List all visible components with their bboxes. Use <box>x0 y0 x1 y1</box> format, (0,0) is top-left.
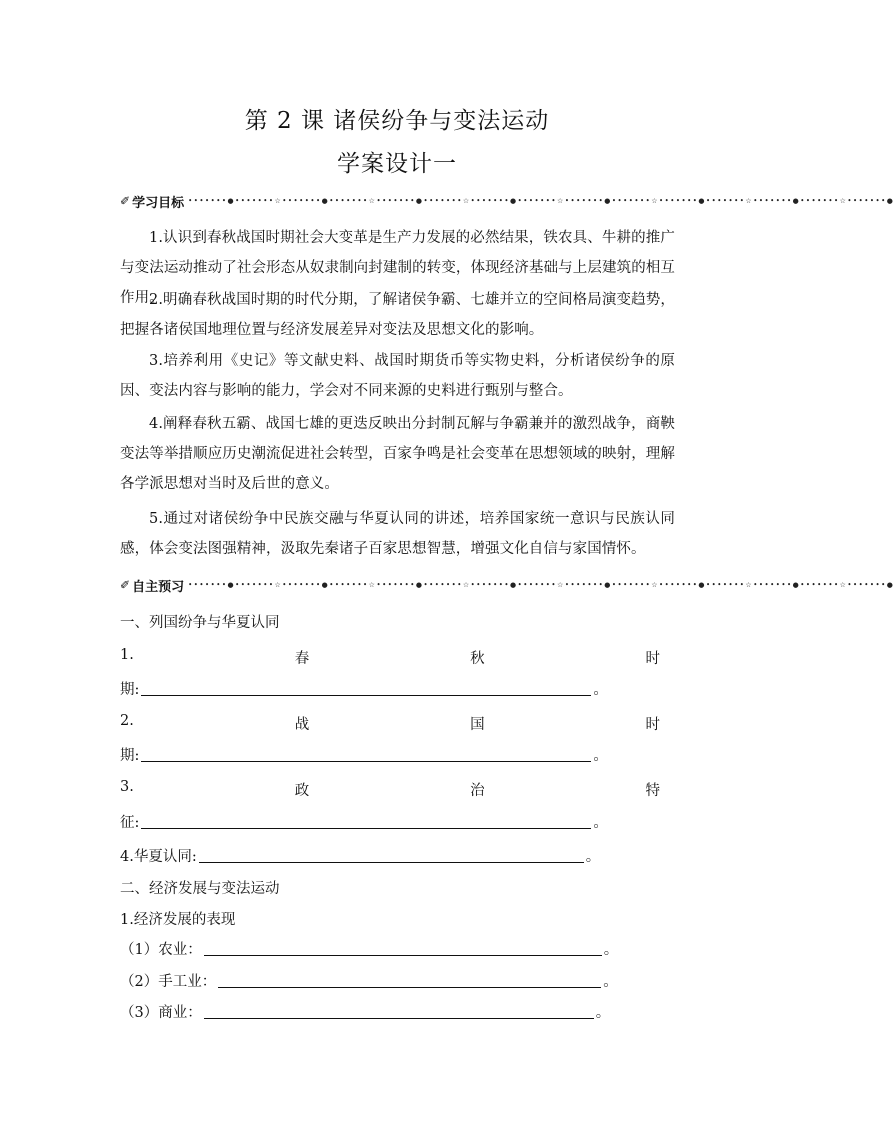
item2-answer-blank[interactable] <box>141 747 591 762</box>
item1-char-1: 春 <box>294 651 310 667</box>
handicraft-fill-row <box>120 970 618 991</box>
goal-item-3: 3.培养利用《史记》等文献史料、战国时期货币等实物史料，分析诸侯纷争的原因、变法内容与影响的能力，学会对不同来源的史料进行甄别与整合。 <box>120 353 675 399</box>
part2-heading: 二、经济发展与变法运动 <box>120 881 280 897</box>
handicraft-label: （2）手工业： <box>120 974 217 990</box>
item4-end: 。 <box>585 849 601 865</box>
commerce-answer-blank[interactable] <box>204 1004 594 1019</box>
item2-end: 。 <box>593 748 608 764</box>
lesson-title: 第 2 课 诸侯纷争与变法运动 <box>244 108 550 134</box>
commerce-fill-row <box>120 1001 610 1022</box>
lesson-subtitle: 学案设计一 <box>337 151 457 177</box>
item3-spread-line <box>120 779 660 800</box>
goals-section-label: 学习目标 <box>132 195 185 211</box>
goal-item-4: 4.阐释春秋五霸、战国七雄的更迭反映出分封制瓦解与争霸兼并的激烈战争，商鞅变法等举措顺应历史潮流促进社会转型，百家争鸣是社会变革在思想领域的映射，理解各学派思想对当时及后世的意义。 <box>120 416 675 492</box>
agriculture-label: （1）农业： <box>120 942 202 958</box>
item3-char-3: 特 <box>645 783 660 799</box>
goals-section-bar <box>120 192 894 211</box>
part1-heading: 一、列国纷争与华夏认同 <box>120 615 280 631</box>
item3-fill-row <box>120 811 608 832</box>
dotted-divider: •••••••●•••••••☆•••••••●•••••••☆•••••••●•••••••☆•••••••●•••••••☆•••••••●•••••••☆•••••••●•••••••☆•••••••●•••••••☆•••••••● <box>188 197 894 205</box>
item1-fill-row <box>120 678 608 699</box>
item2-char-2: 国 <box>470 717 485 733</box>
item2-char-3: 时 <box>645 717 660 733</box>
item3-char-2: 治 <box>470 783 485 799</box>
agriculture-fill-row <box>120 938 618 959</box>
preview-section-bar <box>120 576 894 595</box>
item3-char-1: 政 <box>294 783 310 799</box>
item1-tail: 期: <box>120 682 140 698</box>
item1-char-2: 秋 <box>470 651 485 667</box>
goal-item-2: 2.明确春秋战国时期的时代分期，了解诸侯争霸、七雄并立的空间格局演变趋势，把握各诸侯国地理位置与经济发展差异对变法及思想文化的影响。 <box>120 292 675 338</box>
commerce-end: 。 <box>595 1005 611 1021</box>
agriculture-end: 。 <box>603 942 619 958</box>
item1-spread-line <box>120 647 660 668</box>
item4-fill-row <box>120 845 600 866</box>
commerce-label: （3）商业： <box>120 1005 202 1021</box>
item2-spread-line <box>120 713 660 734</box>
item2-tail: 期: <box>120 748 140 764</box>
handicraft-end: 。 <box>603 974 618 990</box>
item3-tail: 征: <box>120 815 140 831</box>
item1-number: 1. <box>120 647 134 663</box>
item4-label: 4.华夏认同: <box>120 849 197 865</box>
item3-end: 。 <box>593 815 608 831</box>
goal-item-5: 5.通过对诸侯纷争中民族交融与华夏认同的讲述，培养国家统一意识与民族认同感，体会变法图强精神，汲取先秦诸子百家思想智慧，增强文化自信与家国情怀。 <box>120 511 675 557</box>
item1-answer-blank[interactable] <box>141 681 591 696</box>
item2-number: 2. <box>120 713 134 729</box>
pen-icon: ✐ <box>120 578 131 592</box>
goal-item-1: 1.认识到春秋战国时期社会大变革是生产力发展的必然结果，铁农具、牛耕的推广与变法运动推动了社会形态从奴隶制向封建制的转变，体现经济基础与上层建筑的相互作用。 <box>120 230 675 306</box>
preview-section-label: 自主预习 <box>132 579 185 595</box>
item2-fill-row <box>120 744 608 765</box>
pen-icon: ✐ <box>120 194 131 208</box>
item4-answer-blank[interactable] <box>199 848 584 863</box>
dotted-divider: •••••••●•••••••☆•••••••●•••••••☆•••••••●•••••••☆•••••••●•••••••☆•••••••●•••••••☆•••••••●•••••••☆•••••••●•••••••☆•••••••● <box>188 581 894 589</box>
agriculture-answer-blank[interactable] <box>204 941 602 956</box>
handicraft-answer-blank[interactable] <box>218 973 601 988</box>
item1-end: 。 <box>593 682 608 698</box>
item1-char-3: 时 <box>645 651 660 667</box>
part2-subheading: 1.经济发展的表现 <box>120 912 236 928</box>
item2-char-1: 战 <box>294 717 310 733</box>
item3-answer-blank[interactable] <box>141 814 591 829</box>
item3-number: 3. <box>120 779 134 795</box>
